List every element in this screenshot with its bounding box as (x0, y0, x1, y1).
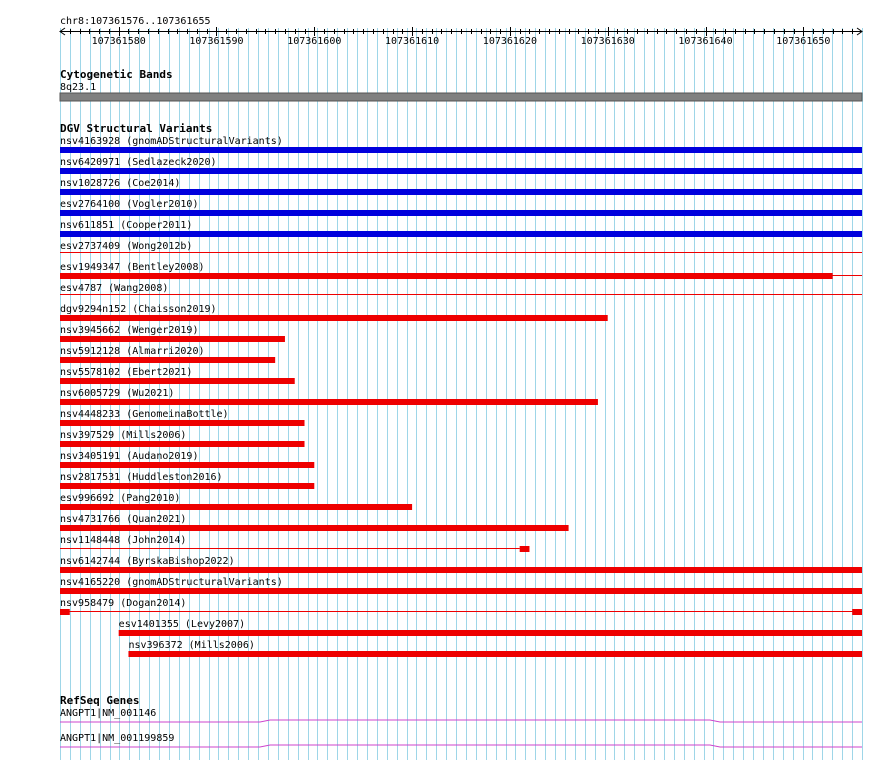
dgv-variant-row[interactable] (60, 514, 569, 531)
cytoband-label: 8q23.1 (60, 82, 97, 93)
dgv-variant-row[interactable] (60, 157, 862, 174)
dgv-variant-label: nsv397529 (Mills2006) (60, 430, 187, 441)
dgv-variant-bar[interactable] (60, 378, 295, 384)
dgv-variant-label: nsv4163928 (gnomADStructuralVariants) (60, 136, 283, 147)
ruler-tick-label: 107361600 (287, 36, 342, 47)
ruler-tick-label: 107361590 (189, 36, 244, 47)
dgv-variant-row[interactable] (60, 577, 862, 594)
dgv-variant-bar[interactable] (60, 588, 862, 594)
dgv-variant-bar[interactable] (119, 630, 862, 636)
dgv-variant-row[interactable] (60, 535, 529, 552)
refseq-gene-label: ANGPT1|NM_001199859 (60, 733, 175, 744)
dgv-variant-label: esv996692 (Pang2010) (60, 493, 181, 504)
dgv-variant-label: nsv6005729 (Wu2021) (60, 388, 175, 399)
dgv-variant-bar[interactable] (60, 399, 598, 405)
refseq-gene-line[interactable] (60, 745, 862, 747)
dgv-variant-bar[interactable] (60, 273, 833, 279)
dgv-variant-label: nsv1148448 (John2014) (60, 535, 187, 546)
dgv-variant-bar[interactable] (520, 546, 530, 552)
dgv-variant-bar[interactable] (852, 609, 862, 615)
dgv-variant-row[interactable] (60, 325, 285, 342)
dgv-variant-label: nsv1028726 (Coe2014) (60, 178, 181, 189)
dgv-variant-row[interactable] (60, 136, 862, 153)
dgv-variant-row[interactable] (60, 388, 598, 405)
dgv-variant-bar[interactable] (60, 210, 862, 216)
dgv-track (60, 136, 862, 657)
dgv-variant-row[interactable] (60, 178, 862, 195)
dgv-variant-label: nsv611851 (Cooper2011) (60, 220, 193, 231)
dgv-variant-bar[interactable] (60, 357, 275, 363)
dgv-variant-row[interactable] (60, 241, 862, 253)
dgv-variant-row[interactable] (60, 409, 305, 426)
dgv-variant-bar[interactable] (60, 189, 862, 195)
dgv-variant-label: esv1949347 (Bentley2008) (60, 262, 205, 273)
dgv-variant-bar[interactable] (60, 231, 862, 237)
cytoband-track[interactable] (60, 93, 862, 101)
dgv-variant-label: nsv4731766 (Quan2021) (60, 514, 187, 525)
dgv-variant-bar[interactable] (60, 609, 70, 615)
dgv-variant-row[interactable] (60, 472, 314, 489)
ruler-tick-label: 107361620 (482, 36, 537, 47)
dgv-variant-row[interactable] (128, 640, 862, 657)
dgv-variant-row[interactable] (60, 367, 295, 384)
dgv-variant-bar[interactable] (60, 315, 608, 321)
refseq-gene-line[interactable] (60, 720, 862, 722)
dgv-variant-label: nsv5578102 (Ebert2021) (60, 367, 193, 378)
dgv-variant-label: dgv9294n152 (Chaisson2019) (60, 304, 217, 315)
dgv-variant-label: nsv4165220 (gnomADStructuralVariants) (60, 577, 283, 588)
dgv-variant-label: esv2764100 (Vogler2010) (60, 199, 199, 210)
cytoband-track-title: Cytogenetic Bands (60, 68, 173, 81)
refseq-track (60, 708, 862, 747)
ruler-tick-label: 107361630 (580, 36, 635, 47)
refseq-track-title: RefSeq Genes (60, 694, 140, 707)
dgv-variant-row[interactable] (60, 199, 862, 216)
dgv-variant-row[interactable] (60, 220, 862, 237)
dgv-variant-label: nsv958479 (Dogan2014) (60, 598, 187, 609)
dgv-track-title: DGV Structural Variants (60, 122, 213, 135)
dgv-variant-label: esv4787 (Wang2008) (60, 283, 169, 294)
dgv-variant-bar[interactable] (60, 525, 569, 531)
dgv-variant-row[interactable] (119, 619, 862, 636)
dgv-variant-bar[interactable] (60, 462, 314, 468)
dgv-variant-bar[interactable] (60, 483, 314, 489)
dgv-variant-row[interactable] (60, 556, 862, 573)
dgv-variant-row[interactable] (60, 346, 275, 363)
dgv-variant-bar[interactable] (60, 147, 862, 153)
ruler[interactable] (60, 27, 862, 47)
dgv-variant-bar[interactable] (60, 420, 305, 426)
dgv-variant-label: esv2737409 (Wong2012b) (60, 241, 193, 252)
ruler-tick-label: 107361610 (385, 36, 440, 47)
cytoband-bar[interactable] (60, 93, 862, 101)
dgv-variant-label: nsv6142744 (ByrskaBishop2022) (60, 556, 235, 567)
dgv-variant-row[interactable] (60, 262, 862, 279)
dgv-variant-bar[interactable] (128, 651, 862, 657)
locus-label: chr8:107361576..107361655 (60, 16, 211, 27)
dgv-variant-bar[interactable] (60, 168, 862, 174)
dgv-variant-bar[interactable] (60, 567, 862, 573)
ruler-tick-label: 107361580 (91, 36, 146, 47)
dgv-variant-label: nsv3405191 (Audano2019) (60, 451, 199, 462)
refseq-gene-label: ANGPT1|NM_001146 (60, 708, 157, 719)
dgv-variant-label: nsv4448233 (GenomeinaBottle) (60, 409, 229, 420)
dgv-variant-row[interactable] (60, 451, 314, 468)
dgv-variant-label: nsv2817531 (Huddleston2016) (60, 472, 223, 483)
dgv-variant-row[interactable] (60, 598, 862, 615)
dgv-variant-bar[interactable] (60, 504, 412, 510)
dgv-variant-bar[interactable] (60, 336, 285, 342)
ruler-tick-label: 107361640 (678, 36, 733, 47)
dgv-variant-row[interactable] (60, 493, 412, 510)
dgv-variant-label: nsv396372 (Mills2006) (128, 640, 255, 651)
dgv-variant-label: nsv5912128 (Almarri2020) (60, 346, 205, 357)
refseq-gene-row[interactable] (60, 708, 862, 722)
dgv-variant-row[interactable] (60, 430, 305, 447)
dgv-variant-row[interactable] (60, 283, 862, 295)
ruler-tick-label: 107361650 (776, 36, 831, 47)
refseq-gene-row[interactable] (60, 733, 862, 747)
dgv-variant-label: esv1401355 (Levy2007) (118, 619, 246, 630)
dgv-variant-label: nsv3945662 (Wenger2019) (60, 325, 199, 336)
dgv-variant-bar[interactable] (60, 441, 305, 447)
dgv-variant-label: nsv6420971 (Sedlazeck2020) (60, 157, 217, 168)
